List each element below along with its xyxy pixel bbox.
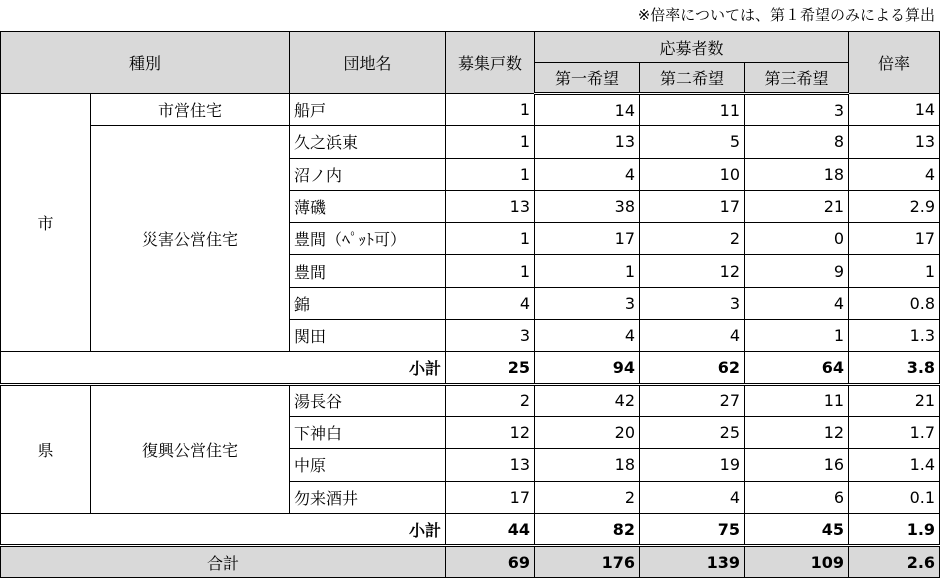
- first-cell: 4: [535, 158, 640, 190]
- header-row: [1, 32, 940, 63]
- city-label: 市: [1, 94, 91, 352]
- application-table: [0, 31, 940, 578]
- first-cell: 18: [535, 449, 640, 481]
- ratio-cell: 0.8: [849, 287, 940, 319]
- units-cell: 1: [446, 255, 535, 287]
- third-cell: 8: [745, 126, 849, 158]
- ratio-cell: 1.9: [849, 513, 940, 545]
- third-cell: 21: [745, 190, 849, 222]
- second-cell: 5: [640, 126, 745, 158]
- prefecture-subtotal-row: [1, 513, 940, 545]
- ratio-cell: 21: [849, 384, 940, 416]
- ratio-cell: 1.3: [849, 320, 940, 352]
- third-cell: 6: [745, 481, 849, 513]
- complex-name: 湯長谷: [290, 384, 446, 416]
- units-cell: 1: [446, 223, 535, 255]
- second-cell: 27: [640, 384, 745, 416]
- complex-name: 沼ノ内: [290, 158, 446, 190]
- complex-name: 豊間（ﾍﾟｯﾄ可）: [290, 223, 446, 255]
- header-units: 募集戸数: [446, 32, 535, 94]
- header-first-choice: 第一希望: [535, 63, 640, 94]
- first-cell: 1: [535, 255, 640, 287]
- table-row: [1, 384, 940, 416]
- prefecture-group-label: 復興公営住宅: [91, 384, 290, 513]
- second-cell: 139: [640, 546, 745, 578]
- ratio-cell: 2.9: [849, 190, 940, 222]
- first-cell: 14: [535, 94, 640, 126]
- first-cell: 13: [535, 126, 640, 158]
- subtotal-label: 小計: [1, 352, 446, 384]
- ratio-cell: 13: [849, 126, 940, 158]
- units-cell: 44: [446, 513, 535, 545]
- complex-name: 久之浜東: [290, 126, 446, 158]
- third-cell: 1: [745, 320, 849, 352]
- city-group1-label: 市営住宅: [91, 94, 290, 126]
- complex-name: 下神白: [290, 416, 446, 448]
- third-cell: 3: [745, 94, 849, 126]
- ratio-note: ※倍率については、第１希望のみによる算出: [637, 6, 935, 24]
- ratio-cell: 4: [849, 158, 940, 190]
- third-cell: 16: [745, 449, 849, 481]
- first-cell: 3: [535, 287, 640, 319]
- second-cell: 4: [640, 320, 745, 352]
- units-cell: 17: [446, 481, 535, 513]
- units-cell: 13: [446, 449, 535, 481]
- units-cell: 1: [446, 158, 535, 190]
- first-cell: 94: [535, 352, 640, 384]
- second-cell: 25: [640, 416, 745, 448]
- second-cell: 12: [640, 255, 745, 287]
- subtotal-label: 小計: [1, 513, 446, 545]
- third-cell: 9: [745, 255, 849, 287]
- second-cell: 17: [640, 190, 745, 222]
- ratio-cell: 0.1: [849, 481, 940, 513]
- ratio-cell: 17: [849, 223, 940, 255]
- table-row: [1, 94, 940, 126]
- ratio-cell: 2.6: [849, 546, 940, 578]
- header-ratio: 倍率: [849, 32, 940, 94]
- units-cell: 13: [446, 190, 535, 222]
- first-cell: 17: [535, 223, 640, 255]
- city-subtotal-row: [1, 352, 940, 384]
- second-cell: 62: [640, 352, 745, 384]
- table-row: [1, 126, 940, 158]
- first-cell: 2: [535, 481, 640, 513]
- total-label: 合計: [1, 546, 446, 578]
- second-cell: 19: [640, 449, 745, 481]
- complex-name: 勿来酒井: [290, 481, 446, 513]
- first-cell: 176: [535, 546, 640, 578]
- second-cell: 11: [640, 94, 745, 126]
- ratio-cell: 3.8: [849, 352, 940, 384]
- second-cell: 4: [640, 481, 745, 513]
- total-row: [1, 546, 940, 578]
- complex-name: 関田: [290, 320, 446, 352]
- second-cell: 10: [640, 158, 745, 190]
- second-cell: 2: [640, 223, 745, 255]
- first-cell: 4: [535, 320, 640, 352]
- header-third-choice: 第三希望: [745, 63, 849, 94]
- ratio-cell: 1: [849, 255, 940, 287]
- ratio-cell: 1.4: [849, 449, 940, 481]
- city-group2-label: 災害公営住宅: [91, 126, 290, 352]
- second-cell: 75: [640, 513, 745, 545]
- second-cell: 3: [640, 287, 745, 319]
- prefecture-label: 県: [1, 384, 91, 513]
- third-cell: 12: [745, 416, 849, 448]
- units-cell: 25: [446, 352, 535, 384]
- units-cell: 1: [446, 126, 535, 158]
- units-cell: 2: [446, 384, 535, 416]
- complex-name: 中原: [290, 449, 446, 481]
- first-cell: 38: [535, 190, 640, 222]
- header-second-choice: 第二希望: [640, 63, 745, 94]
- first-cell: 42: [535, 384, 640, 416]
- third-cell: 109: [745, 546, 849, 578]
- complex-name: 豊間: [290, 255, 446, 287]
- first-cell: 82: [535, 513, 640, 545]
- header-category: 種別: [1, 32, 290, 94]
- units-cell: 4: [446, 287, 535, 319]
- complex-name: 錦: [290, 287, 446, 319]
- third-cell: 11: [745, 384, 849, 416]
- third-cell: 45: [745, 513, 849, 545]
- units-cell: 69: [446, 546, 535, 578]
- header-applicants: 応募者数: [535, 32, 849, 63]
- complex-name: 薄磯: [290, 190, 446, 222]
- third-cell: 4: [745, 287, 849, 319]
- third-cell: 0: [745, 223, 849, 255]
- units-cell: 3: [446, 320, 535, 352]
- ratio-cell: 14: [849, 94, 940, 126]
- third-cell: 64: [745, 352, 849, 384]
- complex-name: 船戸: [290, 94, 446, 126]
- header-complex: 団地名: [290, 32, 446, 94]
- third-cell: 18: [745, 158, 849, 190]
- ratio-cell: 1.7: [849, 416, 940, 448]
- units-cell: 12: [446, 416, 535, 448]
- first-cell: 20: [535, 416, 640, 448]
- units-cell: 1: [446, 94, 535, 126]
